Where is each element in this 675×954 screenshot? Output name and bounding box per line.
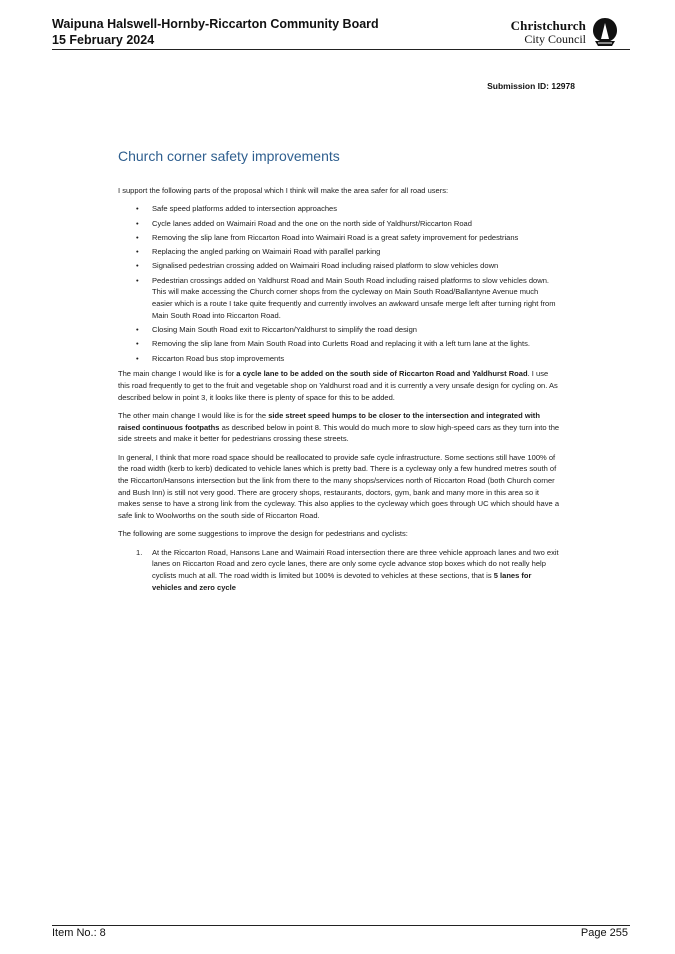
logo-sub: City Council [524,32,586,46]
bullet-icon: • [136,325,139,335]
list-item: • Pedestrian crossings added on Yaldhurst Road and Main South Road including raised platforms to slow vehicles down. This will make accessing the Church corner shops from the cycleway on Main South Road/Ballantyne Avenue much easier which is a route I take quite frequently and currently involves an awkward unsafe merge left after turning right from Main South Road into Riccarton Road. [136,275,556,320]
list-item: 1. At the Riccarton Road, Hansons Lane and Waimairi Road intersection there are three vehicle approach lanes and two exit lanes on Riccarton Road and zero cycle lanes, there are only some cycle advance stop boxes which do not really help cyclists much at all. The road width is limited but 100% is devoted to vehicles at these sections, that is 5 lanes for vehicles and zero cycle [136,547,559,592]
second-change-paragraph: The other main change I would like is for the side street speed humps to be closer to the intersection and integrated with raised continuous footpaths as described below in point 8. This would do much more to slow high-speed cars as they turn into the side streets and make it better for pedestrians crossing these streets. [118,411,560,444]
submission-id: Submission ID: 12978 [487,81,575,91]
bullet-icon: • [136,218,139,228]
bullet-icon: • [136,261,139,271]
header-divider [52,49,630,50]
bullet-icon: • [136,275,139,285]
council-logo [510,16,630,48]
item-number: Item No.: 8 [52,927,106,939]
board-name: Waipuna Halswell-Hornby-Riccarton Community Board [52,17,379,31]
list-item: • Cycle lanes added on Waimairi Road and the one on the north side of Yaldhurst/Riccarton Road [136,218,472,228]
footer-divider [52,925,630,926]
list-item: • Riccarton Road bus stop improvements [136,353,285,363]
intro-paragraph: I support the following parts of the proposal which I think will make the area safer for all road users: [118,186,449,195]
list-item: • Safe speed platforms added to intersection approaches [136,204,338,214]
suggestions-list [118,547,560,594]
main-change-paragraph: The main change I would like is for a cycle lane to be added on the south side of Riccarton Road and Yaldhurst Road. I use this road frequently to get to the fruit and vegetable shop on Yaldhurst road and it is currently a very unsafe design for cycling on. As described below in point 3, it looks like there is plenty of space for this to be added. [118,369,558,402]
list-item: • Closing Main South Road exit to Riccarton/Yaldhurst to simplify the road design [136,325,417,335]
list-item: • Removing the slip lane from Main South Road into Curletts Road and replacing it with a left turn lane at the lights. [136,339,530,349]
list-item: • Replacing the angled parking on Waimairi Road with parallel parking [136,247,381,257]
list-item: • Signalised pedestrian crossing added on Waimairi Road including raised platform to slow vehicles down [136,261,499,271]
document-body [118,185,560,593]
page-number: Page 255 [580,927,628,939]
bullet-icon: • [136,339,139,349]
suggestions-intro: The following are some suggestions to improve the design for pedestrians and cyclists: [118,529,408,539]
logo-name: Christchurch [510,18,586,33]
bullet-icon: • [136,353,139,363]
meeting-date: 15 February 2024 [52,33,155,47]
bullet-icon: • [136,204,139,214]
bullet-icon: • [136,247,139,257]
general-paragraph: In general, I think that more road space should be reallocated to provide safe cycle infrastructure. Some sections still have 100% of the road width (kerb to kerb) dedicated to vehicle lanes which is pretty bad. There is a cycleway only a few hundred metres south of the Riccarton/Hansons intersection but the link from there to the many shops/services north of Riccarton Road (both Church corner and Bush Inn) is still not very good. There are grocery shops, restaurants, doctors, gym, bank and many more in this area so it makes sense to have a strong link from the cycleway. This also applies to the cycleway which goes through UC which should have a safe link to Woolworths on the south side of Riccarton Road. [118,452,560,521]
bullet-icon: • [136,232,139,242]
document-title: Church corner safety improvements [118,148,340,164]
council-logo-icon [592,17,618,47]
support-list [118,203,560,364]
page-header [52,16,630,50]
list-item: • Removing the slip lane from Riccarton Road into Waimairi Road is a great safety improvement for pedestrians [136,232,519,242]
